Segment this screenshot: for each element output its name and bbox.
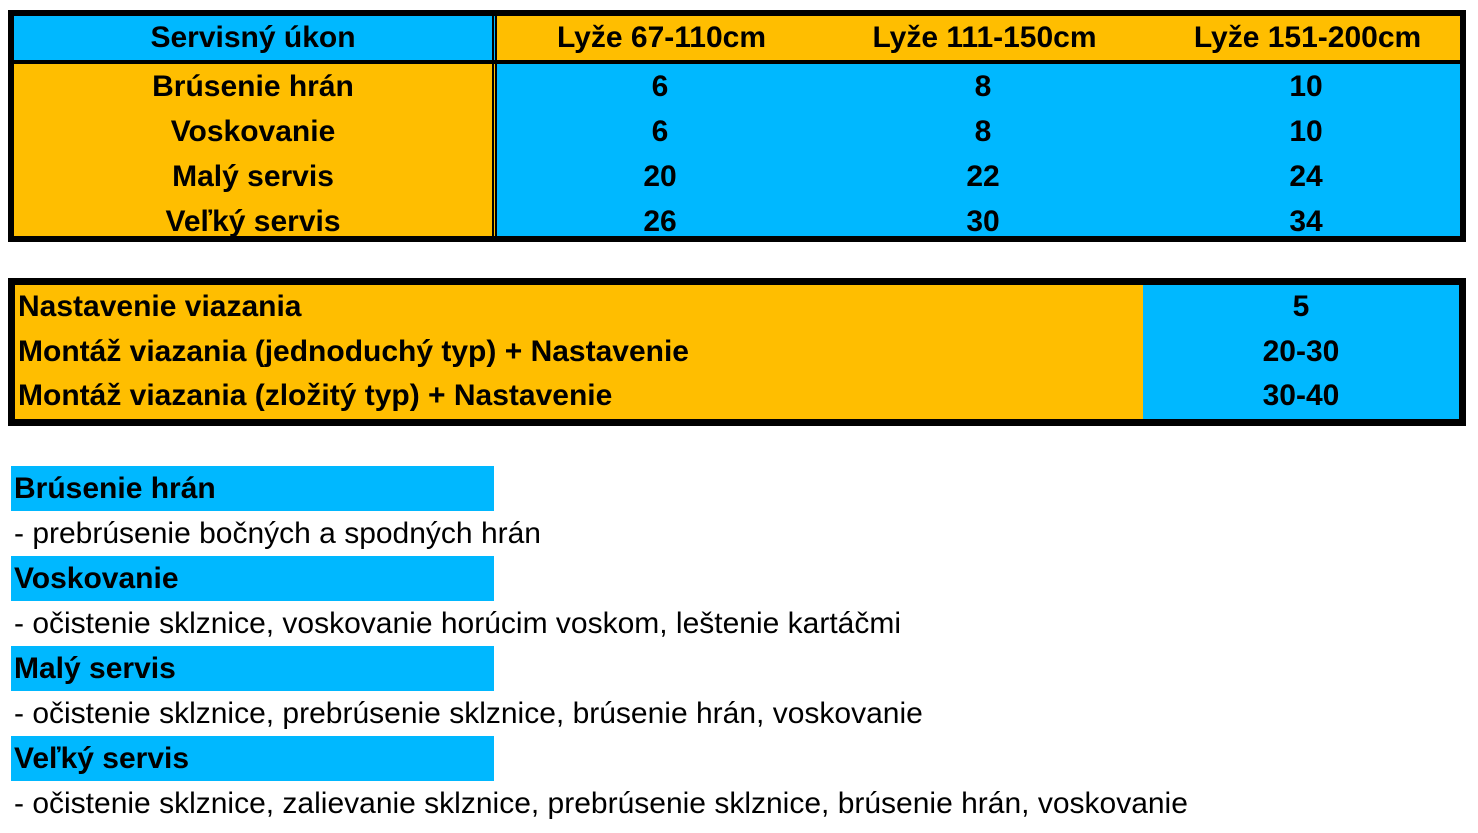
price-cell: 30 (966, 204, 1000, 238)
binding-price-table (8, 278, 1466, 426)
price-cell: 6 (651, 69, 669, 103)
binding-label-jednoduchy: Montáž viazania (jednoduchý typ) + Nastavenie (18, 334, 689, 368)
desc-text-brusenie: - prebrúsenie bočných a spodných hrán (14, 516, 541, 550)
desc-text-velky-servis: - očistenie sklznice, zalievanie sklznice, prebrúsenie sklznice, brúsenie hrán, voskovanie (14, 786, 1188, 820)
service-descriptions (11, 466, 1471, 826)
price-cell: 22 (966, 159, 1000, 193)
desc-title-voskovanie: Voskovanie (11, 556, 494, 601)
table-row (497, 109, 1460, 154)
row-values-columns (497, 64, 1460, 236)
service-price-table (8, 10, 1466, 242)
binding-price-cell: 20-30 (1262, 334, 1340, 368)
price-cell: 26 (643, 204, 677, 238)
table-row (497, 154, 1460, 199)
price-cell: 8 (974, 114, 992, 148)
desc-text-voskovanie: - očistenie sklznice, voskovanie horúcim voskom, leštenie kartáčmi (14, 606, 902, 640)
price-cell: 10 (1289, 114, 1323, 148)
binding-values-column (1143, 285, 1459, 419)
header-col-151-200: Lyže 151-200cm (1193, 21, 1422, 54)
price-cell: 10 (1289, 69, 1323, 103)
price-cell: 34 (1289, 204, 1323, 238)
row-labels-column (14, 64, 497, 236)
binding-price-cell: 5 (1292, 290, 1310, 324)
row-label-maly-servis: Malý servis (172, 159, 334, 193)
table-header-row (14, 16, 1460, 60)
row-label-brusenie: Brúsenie hrán (152, 69, 354, 103)
table-row (497, 64, 1460, 109)
header-service-label: Servisný úkon (14, 16, 497, 60)
table-body (14, 64, 1460, 236)
desc-title-maly-servis: Malý servis (11, 646, 494, 691)
desc-title-velky-servis: Veľký servis (11, 736, 494, 781)
binding-label-zlozity: Montáž viazania (zložitý typ) + Nastavenie (18, 379, 613, 413)
binding-labels-column (15, 285, 1143, 419)
binding-price-cell: 30-40 (1262, 379, 1340, 413)
binding-table-inner (15, 285, 1459, 419)
row-label-voskovanie: Voskovanie (170, 114, 336, 148)
desc-title-brusenie: Brúsenie hrán (11, 466, 494, 511)
price-cell: 24 (1289, 159, 1323, 193)
price-cell: 6 (651, 114, 669, 148)
header-col-67-110: Lyže 67-110cm (556, 21, 767, 54)
table-row (497, 199, 1460, 244)
header-col-111-150: Lyže 111-150cm (872, 21, 1097, 54)
row-label-velky-servis: Veľký servis (165, 204, 341, 238)
price-cell: 20 (643, 159, 677, 193)
binding-label-nastavenie: Nastavenie viazania (18, 290, 302, 324)
desc-text-maly-servis: - očistenie sklznice, prebrúsenie sklznice, brúsenie hrán, voskovanie (14, 696, 923, 730)
price-cell: 8 (974, 69, 992, 103)
